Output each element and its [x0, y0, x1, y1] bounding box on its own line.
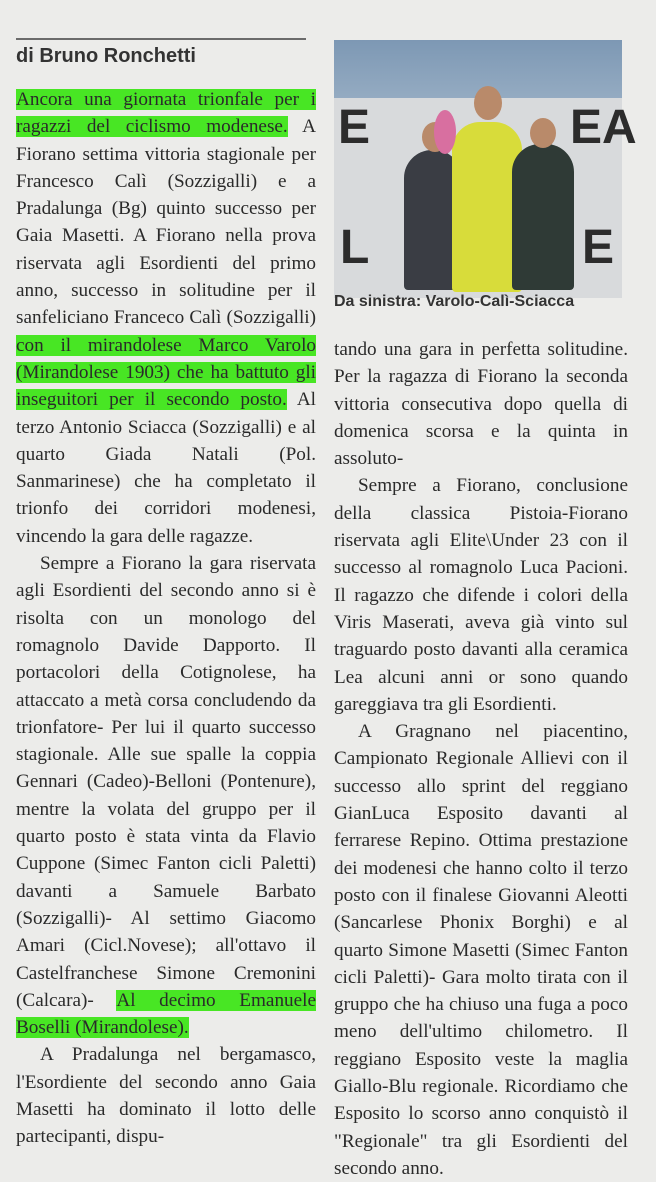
banner-letter: E — [582, 221, 615, 274]
highlighted-text: Ancora una giornata trionfale per i ragazzi del ciclismo modenese. — [16, 89, 316, 138]
article-column-right — [334, 336, 628, 1182]
banner-letter: EA — [570, 101, 637, 154]
paragraph — [16, 550, 316, 1041]
highlighted-text: con il mirandolese Marco Varolo (Mirandolese 1903) che ha battuto gli inseguitori per il secondo posto. — [16, 334, 316, 411]
byline: di Bruno Ronchetti — [16, 38, 306, 72]
paragraph-text: Al terzo Antonio Sciacca (Sozzigalli) e al quarto Giada Natali (Pol. Sanmarinese) che ha completato il trionfo dei corridori modenesi, vincendo la gara delle ragazze. — [16, 389, 317, 547]
highlighted-text: Al decimo Emanuele Boselli (Mirandolese). — [16, 989, 316, 1039]
paragraph: Sempre a Fiorano, conclusione della classica Pistoia-Fiorano riservata agli Elite\Under 23 con il successo al romagnolo Luca Pacioni. Il ragazzo che difende i colori della Viris Maserati, aveva già vinto sul traguardo posto davanti alla ceramica Lea alcuni anni or sono quando gareggiava tra gli Esordienti. — [334, 475, 628, 715]
banner-letter: L — [340, 221, 370, 274]
rider-head — [474, 86, 502, 120]
photo-caption: Da sinistra: Varolo-Calì-Sciacca — [334, 293, 575, 310]
paragraph: A Gragnano nel piacentino, Campionato Regionale Allievi con il successo allo sprint del reggiano GianLuca Esposito davanti al ferrarese Repino. Ottima prestazione dei modenesi che hanno colto il terzo posto con il finalese Giovanni Aleotti (Sancarlese Phonix Borghi) e al quarto Simone Masetti (Simec Fanton cicli Paletti)- Gara molto tirata con il gruppo che ha chiuso una fuga a poco meno dell'ultimo chilometro. Il reggiano Esposito veste la maglia Giallo-Blu regionale. Ricordiamo che Esposito lo scorso anno conquistò il "Regionale" tra gli Esordienti del secondo anno. — [334, 721, 628, 1179]
paragraph-text: Sempre a Fiorano la gara riservata agli Esordienti del secondo anno si è risolta con un monologo del romagnolo Davide Dapporto. Il portacolori della Cotignolese, ha attaccato a metà corsa concludendo da trionfatore- Per lui il quarto successo stagionale. Alle sue spalle la coppia Gennari (Cadeo)-Belloni (Pontenure), mentre la volata del gruppo per il quarto posto è stata vinta da Flavio Cuppone (Simec Fanton cicli Paletti) davanti a Samuele Barbato (Sozzigalli)- Al settimo Giacomo Amari (Cicl.Novese); all'ottavo il Castelfranchese Simone Cremonini (Calcara)- — [16, 553, 316, 1011]
flower-bouquet — [434, 110, 456, 154]
paragraph — [16, 86, 316, 550]
article-column-left — [16, 86, 316, 1151]
podium-photo — [334, 40, 637, 286]
banner-letter: E — [338, 101, 371, 154]
rider-head — [530, 118, 556, 148]
paragraph: tando una gara in perfetta solitudine. Per la ragazza di Fiorano la seconda vittoria consecutiva dopo quella di domenica scorsa e la quinta in assoluto- — [334, 339, 628, 470]
rider-right — [512, 144, 574, 290]
paragraph: A Pradalunga nel bergamasco, l'Esordiente del secondo anno Gaia Masetti ha dominato il lotto delle partecipanti, dispu- — [16, 1044, 316, 1148]
paragraph-text: A Fiorano settima vittoria stagionale per Francesco Calì (Sozzigalli) e a Pradalunga (Bg) quinto successo per Gaia Masetti. A Fiorano nella prova riservata agli Esordienti del primo anno, successo in solitudine per il sanfeliciano Franceco Calì (Sozzigalli) — [16, 116, 316, 329]
cropped-headline — [0, 0, 656, 14]
